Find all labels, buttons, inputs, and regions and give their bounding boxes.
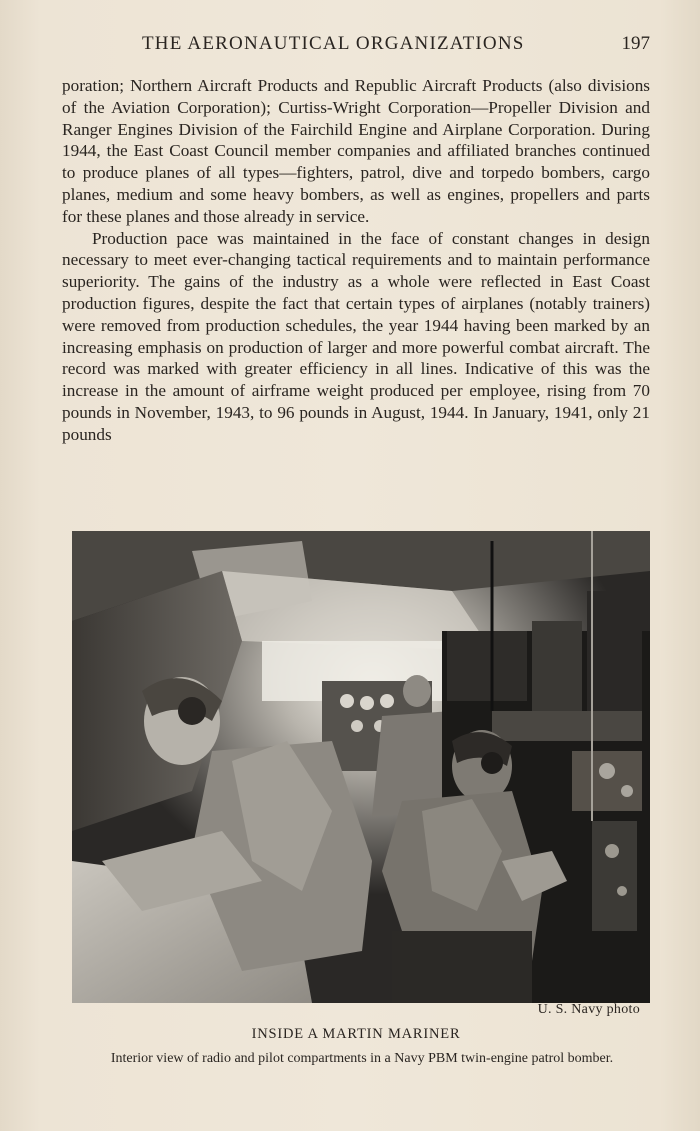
figure-title: INSIDE A MARTIN MARINER (251, 1026, 461, 1042)
photo-credit: U. S. Navy photo (537, 1002, 640, 1017)
figure-caption: Interior view of radio and pilot compartments in a Navy PBM twin-engine patrol bomber. (110, 1051, 614, 1066)
cockpit-photo (72, 531, 650, 1003)
page-number: 197 (621, 33, 650, 54)
body-text (62, 75, 650, 446)
running-head (62, 33, 650, 57)
paragraph-1: poration; Northern Aircraft Products and Republic Aircraft Products (also divisions of the Aviation Corporation); Curtiss-Wright Corporation—Propeller Division and Ranger Engines Division of the Fairchild Engine and Airplane Corporation. During 1944, the East Coast Council member companies and affiliated branches continued to produce planes of all types—fighters, patrol, dive and torpedo bombers, cargo planes, medium and some heavy bombers, as well as engines, propellers and parts for these planes and those already in service. (62, 76, 650, 226)
running-title: THE AERONAUTICAL ORGANIZATIONS (142, 33, 525, 54)
paragraph-2: Production pace was maintained in the face of constant changes in design necessary to meet ever-changing tactical requirements and to maintain performance superiority. The gains of the industry as a whole were reflected in East Coast production figures, despite the fact that certain types of airplanes (notably trainers) were removed from production schedules, the year 1944 having been marked by an increasing emphasis on production of larger and more powerful combat aircraft. The record was marked with greater efficiency in all lines. Indicative of this was the increase in the amount of airframe weight produced per employee, rising from 70 pounds in November, 1943, to 96 pounds in August, 1944. In January, 1941, only 21 pounds (62, 228, 650, 444)
cockpit-photo-illustration (72, 531, 650, 1003)
